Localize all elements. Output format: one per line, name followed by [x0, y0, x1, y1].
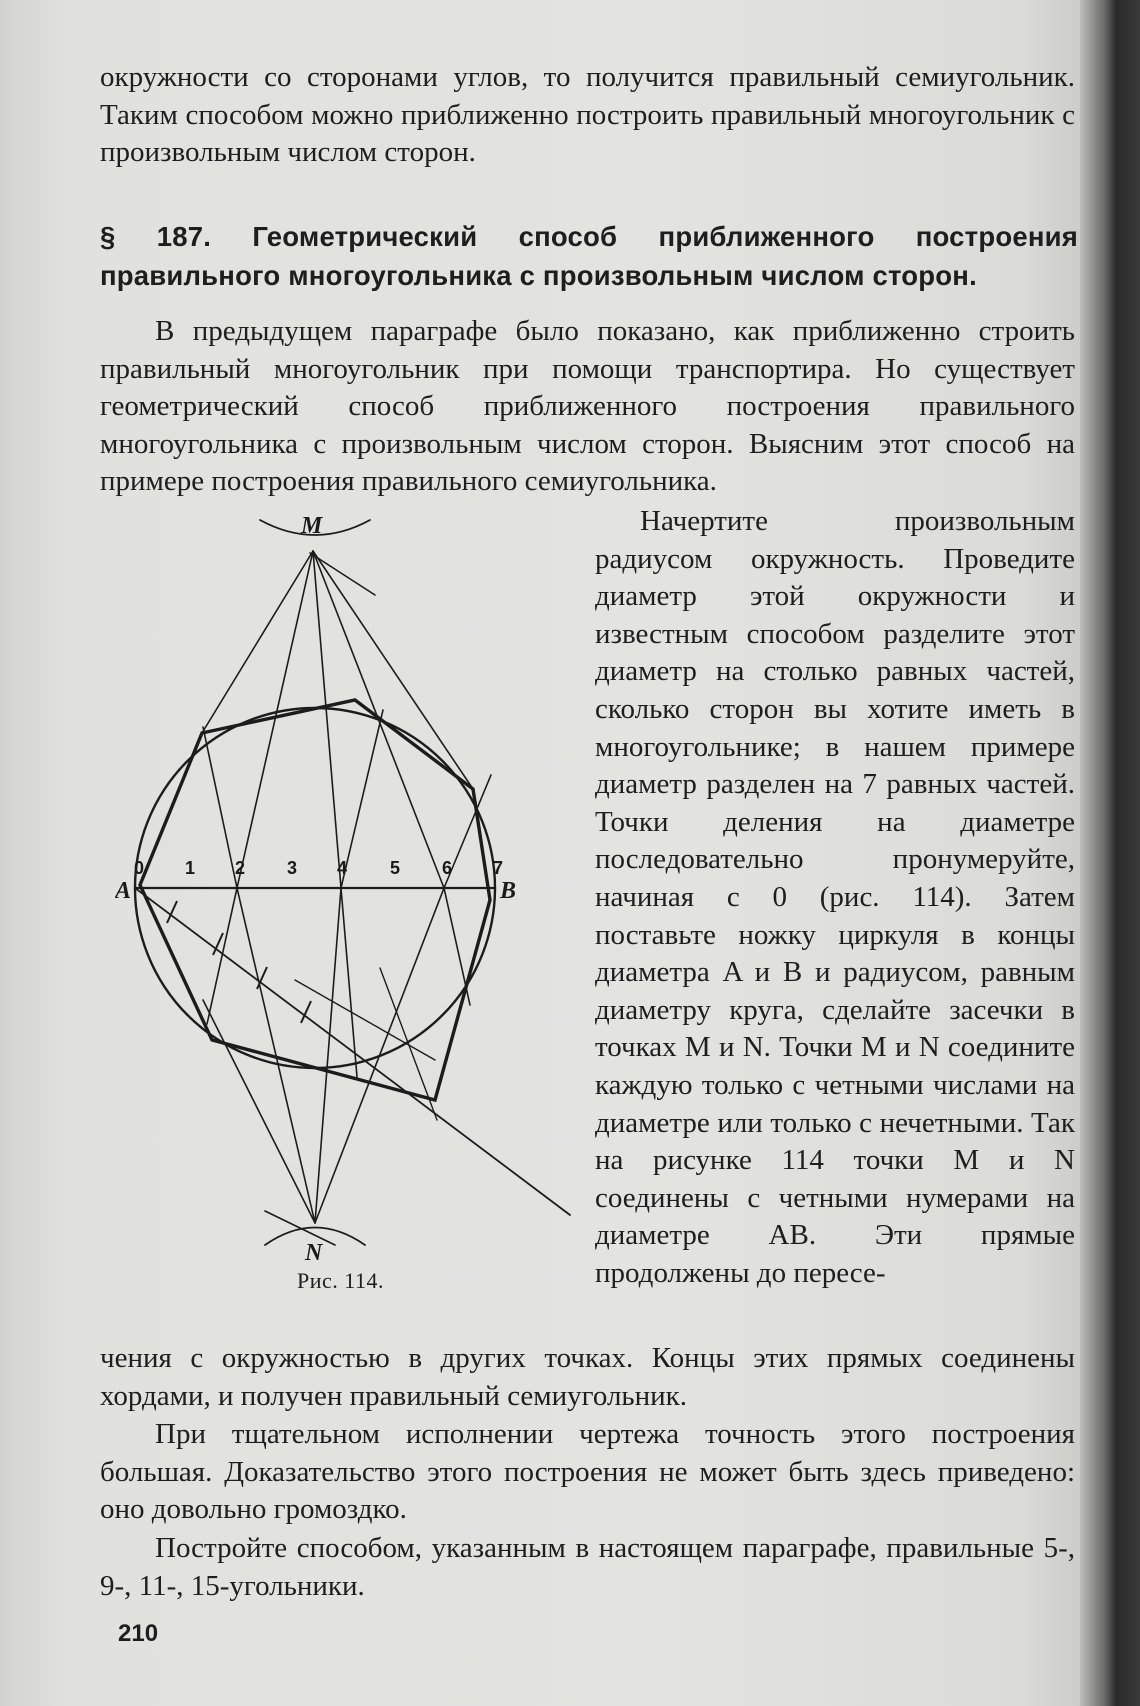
- auxiliary-line: [135, 888, 570, 1215]
- division-label-5: 5: [390, 858, 401, 878]
- arc-m-right: [310, 553, 375, 595]
- paragraph-side-text: Начертите произвольным радиусом окружность. Проведите диаметр этой окружности и известным способом разделите этот диаметр на столько равных частей, сколько сторон вы хотите иметь в многоугольнике; в нашем примере диаметр разделен на 7 равных частей. Точки деления на диаметре последовательно пронумеруйте, начиная с 0 (рис. 114). Затем поставьте ножку циркуля в концы диаметра A и B и радиусом, равным диаметру круга, сделайте засечки в точках M и N. Точки M и N соедините каждую только с четными числами на диаметре или только с нечетными. Так на рисунке 114 точки M и N соединены с четными нумерами на диаметре AB. Эти прямые продолжены до пересе-: [595, 505, 1075, 1289]
- division-label-7: 7: [493, 858, 504, 878]
- tick-aux-2: [213, 933, 223, 955]
- m-line-0: [202, 551, 313, 733]
- division-label-1: 1: [185, 858, 196, 878]
- n-line-4: [315, 888, 341, 1223]
- label-b: B: [500, 878, 517, 904]
- paragraph-intro: В предыдущем параграфе было показано, как приближенно строить правильный многоугольник при помощи транспортира. Но существует геометрический способ приближенного построения правильного многоугольника с произвольным числом сторон. Выясним этот способ на примере построения правильного семиугольника.: [100, 315, 1075, 498]
- n-line-left: [203, 1000, 315, 1223]
- book-spine-shadow: [1080, 0, 1140, 1706]
- m-line-4: [313, 551, 341, 888]
- label-m: M: [301, 513, 323, 539]
- division-label-3: 3: [287, 858, 298, 878]
- heptagon: [140, 700, 490, 1100]
- section-heading: § 187. Геометрический способ приближенного построения правильного многоугольника с произвольным числом сторон.: [100, 221, 1078, 291]
- division-label-6: 6: [442, 858, 453, 878]
- auxiliary-tie-line: [295, 980, 435, 1060]
- division-label-2: 2: [235, 858, 246, 878]
- n-line-2-ext: [203, 727, 237, 888]
- figure-114-heptagon-construction: [115, 505, 590, 1270]
- paragraph-accuracy: При тщательном исполнении чертежа точность этого построения большая. Доказательство этого построения не может быть здесь приведено: оно довольно громоздко.: [100, 1418, 1075, 1526]
- page-number: 210: [118, 1620, 159, 1647]
- m-line-2-ext: [207, 888, 237, 1024]
- n-line-6: [315, 888, 444, 1223]
- label-a: A: [115, 878, 132, 904]
- m-line-edge: [313, 551, 473, 789]
- figure-caption: Рис. 114.: [297, 1268, 384, 1293]
- label-n: N: [305, 1240, 323, 1266]
- paragraph-exercise: Постройте способом, указанным в настоящем параграфе, правильные 5-, 9-, 11-, 15-угольники.: [100, 1532, 1075, 1602]
- division-label-0: 0: [134, 858, 145, 878]
- tick-aux-1: [167, 901, 177, 923]
- n-line-4-ext: [341, 710, 383, 888]
- division-label-4: 4: [337, 858, 348, 878]
- paragraph-continuation-full: чения с окружностью в других точках. Концы этих прямых соединены хордами, и получен правильный семиугольник.: [100, 1342, 1075, 1412]
- construction-diagram: [115, 505, 590, 1270]
- paragraph-continuation: окружности со сторонами углов, то получится правильный семиугольник. Таким способом можно приближенно построить правильный многоугольник с произвольным числом сторон.: [100, 61, 1075, 169]
